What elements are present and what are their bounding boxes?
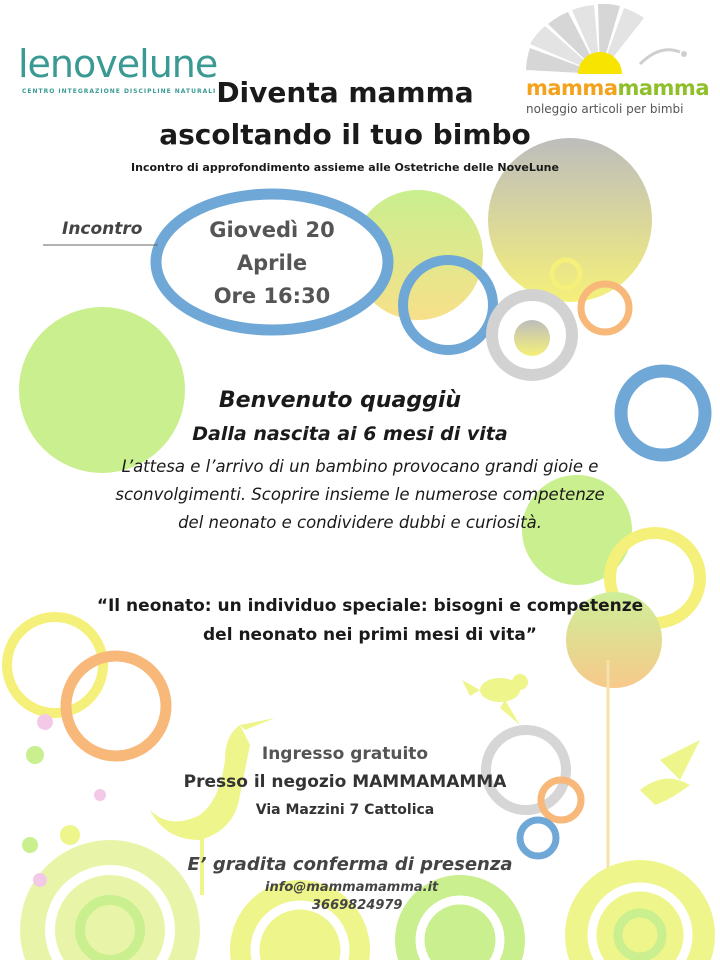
subtitle: Incontro di approfondimento assieme alle Ostetriche delle NoveLune <box>131 161 559 174</box>
lenovelune-logo-word: lenovelune <box>18 42 218 86</box>
dot-pink-bottom <box>33 873 47 887</box>
intro-body-line-3: del neonato e condividere dubbi e curiosità. <box>178 513 542 532</box>
event-time: Ore 16:30 <box>213 284 331 308</box>
contact-phone[interactable]: 3669824979 <box>312 898 403 913</box>
logo-word-part2: mamma <box>617 76 709 100</box>
dot-green-bottom <box>26 746 44 764</box>
title-line-2: ascoltando il tuo bimbo <box>159 118 531 151</box>
lenovelune-logo-tagline: CENTRO INTEGRAZIONE DISCIPLINE NATURALI <box>22 88 217 95</box>
dot-green-bottom-2 <box>22 837 38 853</box>
mammamamma-logo-word <box>526 76 709 100</box>
ring-blue-right <box>621 371 705 455</box>
circle-grey-small <box>514 320 550 356</box>
mammamamma-logo-tagline: noleggio articoli per bimbi <box>526 102 684 116</box>
logo-word-part1: mamma <box>526 76 618 100</box>
ring-grey-lower <box>486 730 566 810</box>
circle-green-big <box>19 307 185 473</box>
intro-heading: Benvenuto quaggiù <box>218 388 462 413</box>
quote-line-1: “Il neonato: un individuo speciale: bisogni e competenze <box>96 596 644 616</box>
venue-address: Via Mazzini 7 Cattolica <box>255 802 435 818</box>
dot-pink <box>37 714 53 730</box>
venue-entry: Ingresso gratuito <box>261 744 429 764</box>
ring-blue-lower <box>520 820 556 856</box>
intro-body-line-2: sconvolgimenti. Scoprire insieme le numerose competenze <box>115 485 605 504</box>
bird-silhouette <box>462 674 528 725</box>
mammamamma-logo <box>520 18 710 118</box>
intro-subheading: Dalla nascita ai 6 mesi di vita <box>192 423 508 445</box>
venue-place: Presso il negozio MAMMAMAMMA <box>183 772 507 792</box>
contact-email[interactable]: info@mammamamma.it <box>265 880 439 895</box>
event-date-line-1: Giovedì 20 <box>209 218 335 242</box>
event-date-line-2: Aprile <box>236 251 308 275</box>
dot-pink-bottom-2 <box>94 789 106 801</box>
contact-rsvp: E’ gradita conferma di presenza <box>187 854 513 875</box>
dot-yellow-bottom <box>60 825 80 845</box>
hummingbird-silhouette <box>640 740 715 805</box>
intro-body-line-1: L’attesa e l’arrivo di un bambino provocano grandi gioie e <box>121 457 599 476</box>
event-label: Incontro <box>62 219 143 239</box>
title-line-1: Diventa mamma <box>216 76 474 109</box>
quote-line-2: del neonato nei primi mesi di vita” <box>203 625 537 645</box>
